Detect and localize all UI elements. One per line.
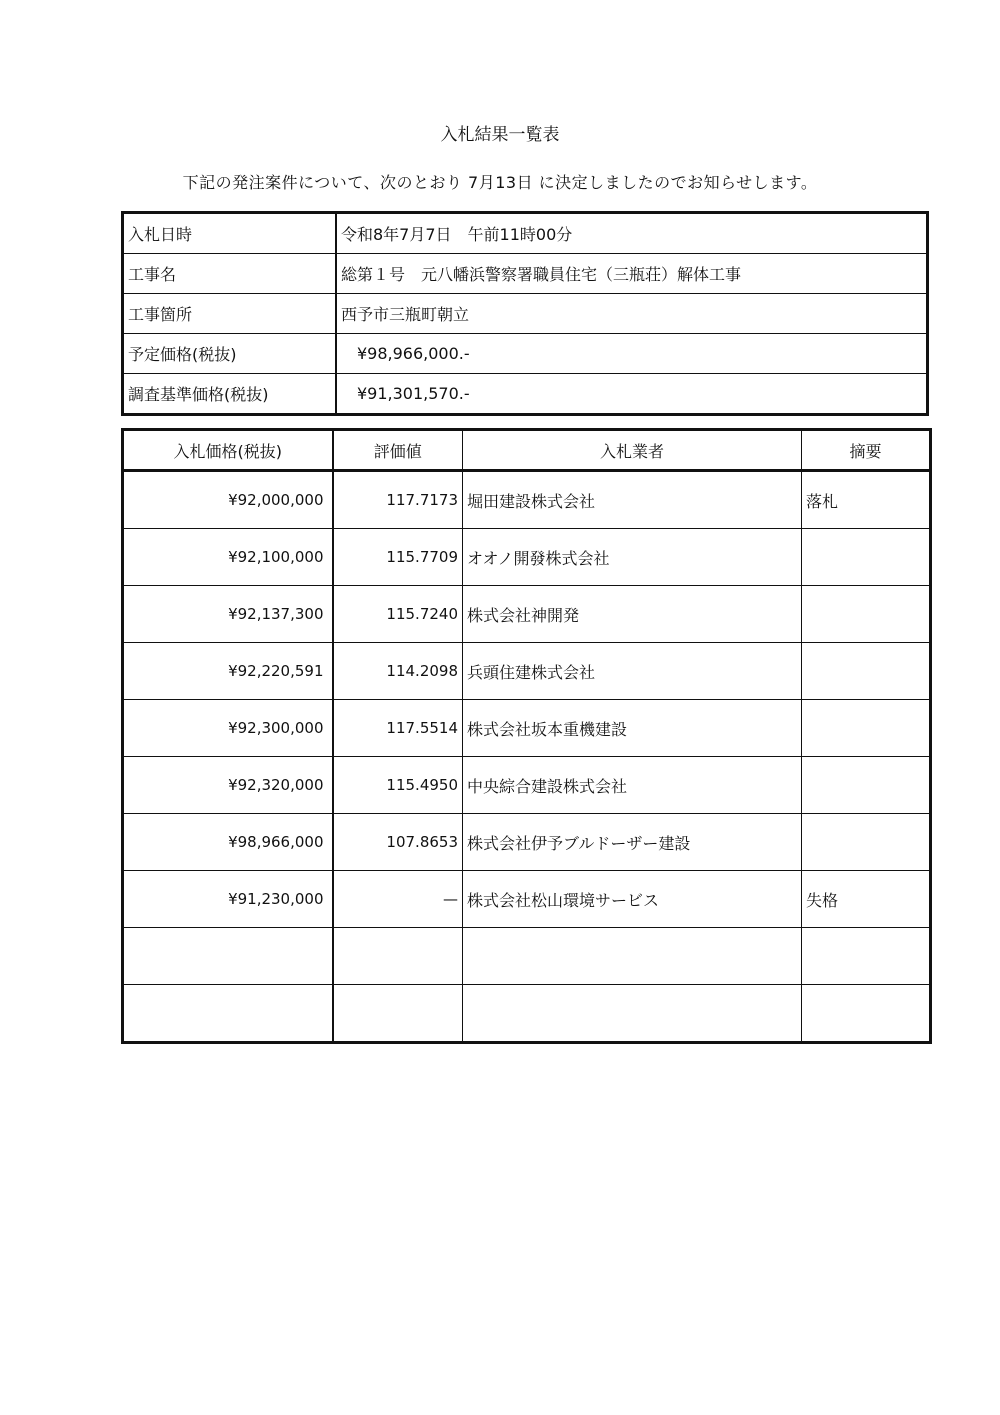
remarks-cell: [802, 700, 931, 757]
bid-info-table: [121, 211, 929, 416]
info-label: 入札日時: [123, 213, 337, 254]
evaluation-cell: 117.5514: [333, 700, 463, 757]
bid-price-cell: ¥92,100,000: [123, 529, 333, 586]
header-bid-price: 入札価格(税抜): [123, 430, 333, 471]
bidder-cell: 中央綜合建設株式会社: [463, 757, 802, 814]
bidder-cell: 株式会社神開発: [463, 586, 802, 643]
remarks-cell: [802, 814, 931, 871]
info-value: 令和8年7月7日 午前11時00分: [336, 213, 928, 254]
table-row: [123, 928, 931, 985]
bidder-cell: 堀田建設株式会社: [463, 471, 802, 529]
evaluation-cell: 117.7173: [333, 471, 463, 529]
table-row: [123, 757, 931, 814]
header-bidder: 入札業者: [463, 430, 802, 471]
info-value: ¥98,966,000.-: [336, 334, 928, 374]
bid-price-cell: ¥92,000,000: [123, 471, 333, 529]
bidder-cell: 株式会社坂本重機建設: [463, 700, 802, 757]
table-row: [123, 471, 931, 529]
info-label: 予定価格(税抜): [123, 334, 337, 374]
evaluation-cell: [333, 928, 463, 985]
notice-text: 下記の発注案件について、次のとおり 7月13日 に決定しましたのでお知らせします。: [182, 173, 818, 192]
remarks-cell: [802, 586, 931, 643]
bidder-cell: 兵頭住建株式会社: [463, 643, 802, 700]
evaluation-cell: 115.7240: [333, 586, 463, 643]
table-row: [123, 586, 931, 643]
bid-price-cell: [123, 928, 333, 985]
info-row-project-name: [123, 254, 928, 294]
evaluation-cell: 114.2098: [333, 643, 463, 700]
header-remarks: 摘要: [802, 430, 931, 471]
info-value: ¥91,301,570.-: [336, 374, 928, 415]
evaluation-cell: 115.7709: [333, 529, 463, 586]
info-label: 調査基準価格(税抜): [123, 374, 337, 415]
bid-price-cell: ¥92,220,591: [123, 643, 333, 700]
table-row: [123, 871, 931, 928]
bidder-cell: [463, 928, 802, 985]
info-value: 総第１号 元八幡浜警察署職員住宅（三瓶荘）解体工事: [336, 254, 928, 294]
bid-price-cell: ¥92,320,000: [123, 757, 333, 814]
info-row-planned-price: [123, 334, 928, 374]
info-label: 工事箇所: [123, 294, 337, 334]
info-row-survey-price: [123, 374, 928, 415]
remarks-cell: 失格: [802, 871, 931, 928]
remarks-cell: [802, 643, 931, 700]
info-row-bid-date: [123, 213, 928, 254]
bidder-cell: 株式会社伊予ブルドーザー建設: [463, 814, 802, 871]
bid-results-table: [121, 428, 932, 1044]
evaluation-cell: —: [333, 871, 463, 928]
remarks-cell: 落札: [802, 471, 931, 529]
evaluation-cell: 107.8653: [333, 814, 463, 871]
table-row: [123, 814, 931, 871]
remarks-cell: [802, 985, 931, 1043]
info-label: 工事名: [123, 254, 337, 294]
evaluation-cell: 115.4950: [333, 757, 463, 814]
header-evaluation: 評価値: [333, 430, 463, 471]
info-value: 西予市三瓶町朝立: [336, 294, 928, 334]
table-row: [123, 643, 931, 700]
remarks-cell: [802, 757, 931, 814]
table-row: [123, 700, 931, 757]
remarks-cell: [802, 529, 931, 586]
page-title: 入札結果一覧表: [440, 125, 560, 145]
info-row-location: [123, 294, 928, 334]
bidder-cell: 株式会社松山環境サービス: [463, 871, 802, 928]
table-row: [123, 985, 931, 1043]
bid-price-cell: ¥92,137,300: [123, 586, 333, 643]
bid-price-cell: ¥91,230,000: [123, 871, 333, 928]
bid-price-cell: [123, 985, 333, 1043]
evaluation-cell: [333, 985, 463, 1043]
table-row: [123, 529, 931, 586]
results-header-row: [123, 430, 931, 471]
bidder-cell: [463, 985, 802, 1043]
remarks-cell: [802, 928, 931, 985]
bidder-cell: オオノ開發株式会社: [463, 529, 802, 586]
bid-price-cell: ¥98,966,000: [123, 814, 333, 871]
bid-price-cell: ¥92,300,000: [123, 700, 333, 757]
